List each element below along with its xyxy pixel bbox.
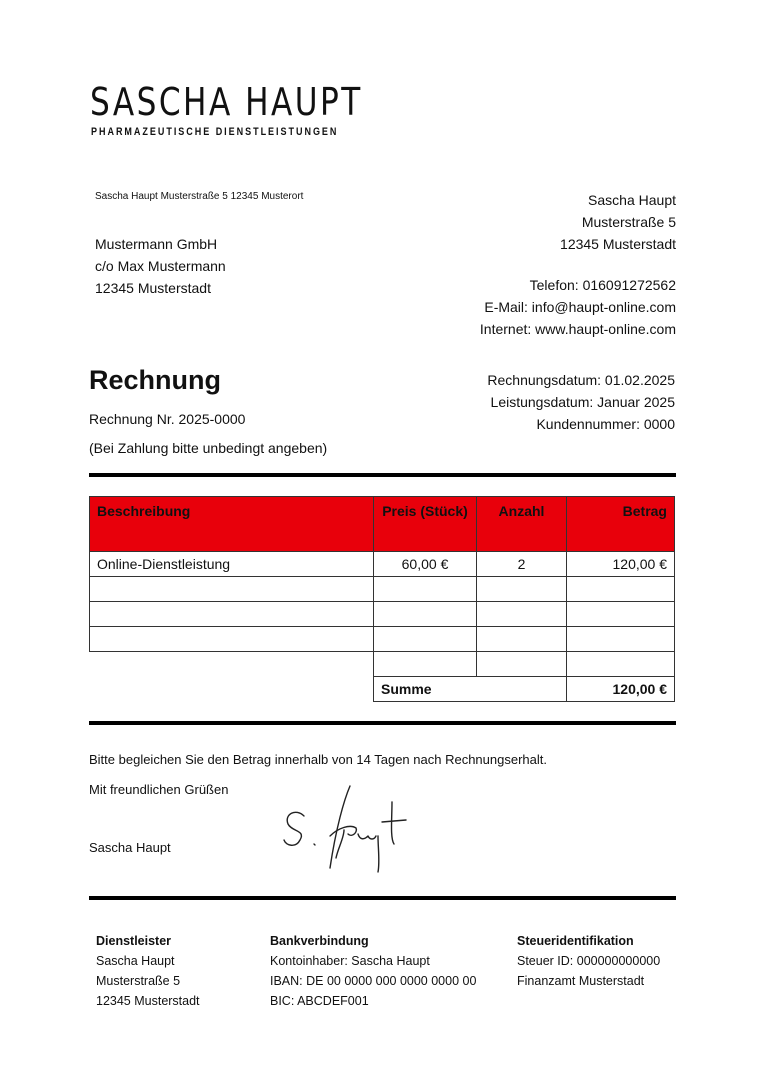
cell-unit-price [374, 577, 477, 602]
signature [278, 778, 418, 883]
cell-description [90, 577, 374, 602]
table-sum-row [90, 677, 675, 702]
cell-quantity [477, 577, 567, 602]
footer-heading: Bankverbindung [270, 934, 369, 948]
invoice-date: Rechnungsdatum: 01.02.2025 [487, 372, 675, 388]
invoice-title: Rechnung [89, 365, 221, 395]
column-header-quantity: Anzahl [477, 497, 567, 552]
sender-address [560, 189, 676, 255]
cell-description [90, 627, 374, 652]
table-row [90, 602, 675, 627]
company-logo-name: SASCHA HAUPT [90, 80, 363, 124]
cell-quantity [477, 602, 567, 627]
footer-heading: Dienstleister [96, 934, 172, 948]
divider [89, 473, 676, 477]
recipient-line: Mustermann GmbH [95, 236, 218, 252]
cell-unit-price [374, 602, 477, 627]
cell-unit-price [374, 627, 477, 652]
cell-quantity [477, 652, 567, 677]
footer-tax [517, 931, 660, 991]
table-header-row [90, 497, 675, 552]
column-header-unit-price: Preis (Stück) [374, 497, 477, 552]
footer-line: Finanzamt Musterstadt [517, 974, 645, 988]
divider [89, 896, 676, 900]
table-row [90, 652, 675, 677]
footer-line: Sascha Haupt [96, 954, 175, 968]
cell-amount [567, 577, 675, 602]
cell-amount [567, 602, 675, 627]
recipient-line: 12345 Musterstadt [95, 280, 211, 296]
sender-line: 12345 Musterstadt [560, 236, 676, 252]
invoice-note: (Bei Zahlung bitte unbedingt angeben) [89, 440, 328, 456]
greeting: Mit freundlichen Grüßen [89, 782, 229, 797]
footer-provider [96, 931, 200, 1011]
signer-name: Sascha Haupt [89, 840, 171, 855]
cell-amount: 120,00 € [567, 552, 675, 577]
column-header-amount: Betrag [567, 497, 675, 552]
cell-amount [567, 627, 675, 652]
footer-line: Kontoinhaber: Sascha Haupt [270, 954, 430, 968]
footer-line: BIC: ABCDEF001 [270, 994, 369, 1008]
invoice-number: Rechnung Nr. 2025-0000 [89, 411, 246, 427]
cell-amount [567, 652, 675, 677]
cell-quantity: 2 [477, 552, 567, 577]
table-row [90, 627, 675, 652]
sum-label: Summe [374, 677, 567, 702]
payment-instructions: Bitte begleichen Sie den Betrag innerhalb von 14 Tagen nach Rechnungserhalt. [89, 752, 547, 767]
company-logo-subtitle: PHARMAZEUTISCHE DIENSTLEISTUNGEN [91, 126, 339, 138]
footer-line: Musterstraße 5 [96, 974, 181, 988]
divider [89, 721, 676, 725]
invoice-items-table [89, 496, 675, 702]
sender-line: Musterstraße 5 [581, 214, 676, 230]
sum-value: 120,00 € [567, 677, 675, 702]
table-row [90, 552, 675, 577]
contact-email: E-Mail: info@haupt-online.com [484, 299, 676, 315]
cell-description [90, 652, 374, 677]
footer-heading: Steueridentifikation [517, 934, 634, 948]
service-date: Leistungsdatum: Januar 2025 [490, 394, 675, 410]
cell-unit-price [374, 652, 477, 677]
cell-quantity [477, 627, 567, 652]
contact-website: Internet: www.haupt-online.com [479, 321, 676, 337]
cell-unit-price: 60,00 € [374, 552, 477, 577]
customer-number: Kundennummer: 0000 [536, 416, 675, 432]
table-row [90, 577, 675, 602]
footer-line: IBAN: DE 00 0000 000 0000 0000 00 [270, 974, 477, 988]
sender-return-line: Sascha Haupt Musterstraße 5 12345 Musterort [95, 191, 304, 202]
footer-line: Steuer ID: 000000000000 [517, 954, 661, 968]
column-header-description: Beschreibung [90, 497, 374, 552]
recipient-address [95, 233, 226, 299]
contact-info [480, 274, 676, 340]
recipient-line: c/o Max Mustermann [95, 258, 226, 274]
footer-bank [270, 931, 476, 1011]
sender-line: Sascha Haupt [588, 192, 676, 208]
cell-description [90, 602, 374, 627]
footer-line: 12345 Musterstadt [96, 994, 200, 1008]
invoice-dates [487, 369, 675, 435]
sum-spacer [90, 677, 374, 702]
cell-description: Online-Dienstleistung [90, 552, 374, 577]
contact-phone: Telefon: 016091272562 [529, 277, 676, 293]
